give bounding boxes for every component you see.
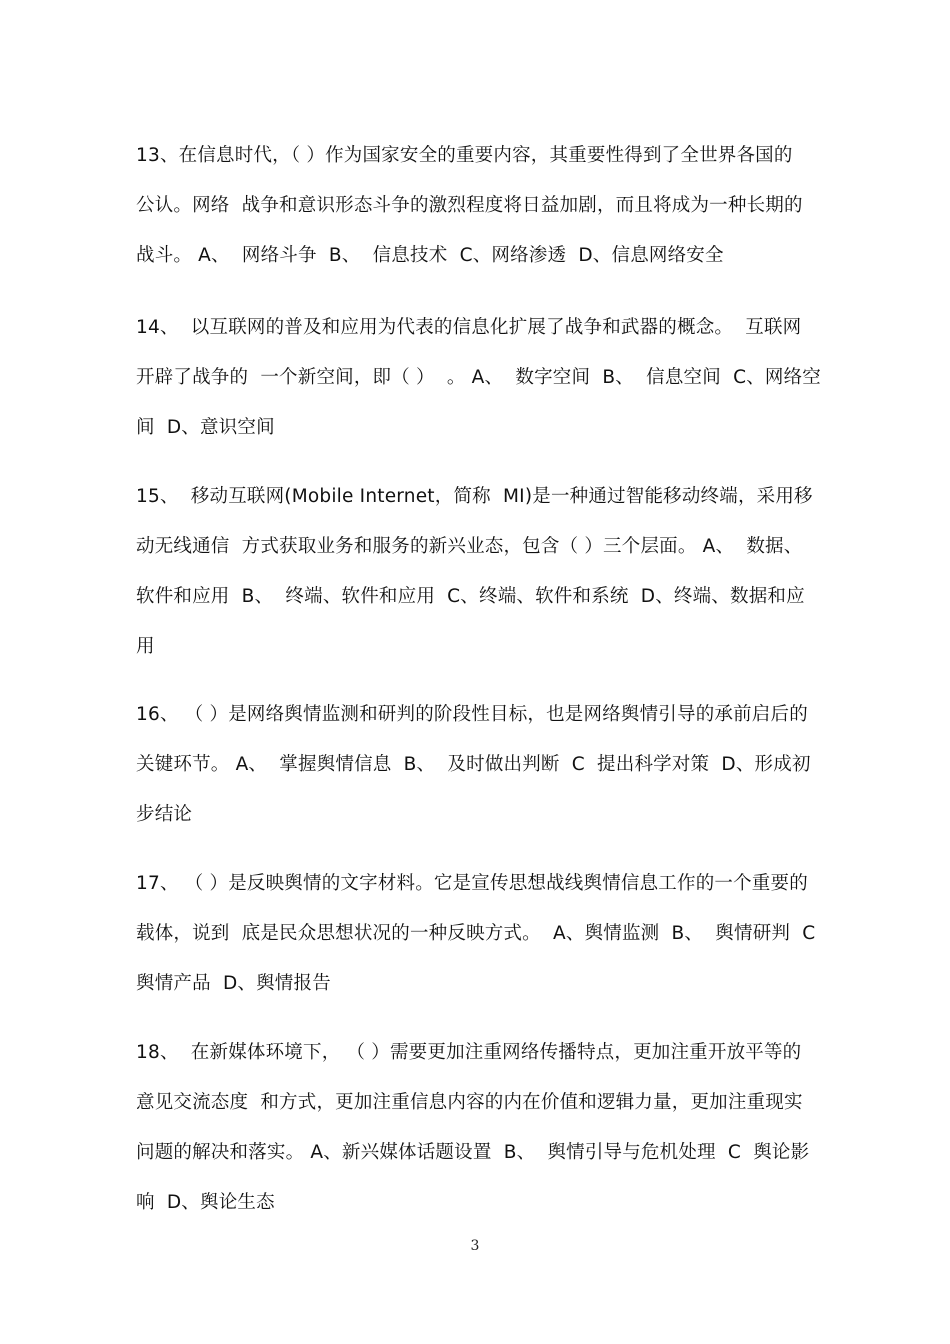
- question-line: 16、 （ ）是网络舆情监测和研判的阶段性目标，也是网络舆情引导的承前启后的: [136, 704, 808, 725]
- question-line: 15、 移动互联网(Mobile Internet，简称 MI)是一种通过智能移动终端，采用移: [136, 486, 813, 507]
- question-line: 舆情产品 D、舆情报告: [136, 973, 331, 994]
- question-line: 开辟了战争的 一个新空间，即（ ） 。 A、 数字空间 B、 信息空间 C、网络空: [136, 367, 821, 388]
- question-13: [136, 143, 826, 293]
- question-17: [136, 871, 826, 1021]
- question-line: 用: [136, 636, 155, 657]
- question-line: 公认。网络 战争和意识形态斗争的激烈程度将日益加剧，而且将成为一种长期的: [136, 195, 803, 216]
- question-line: 软件和应用 B、 终端、软件和应用 C、终端、软件和系统 D、终端、数据和应: [136, 586, 805, 607]
- question-line: 17、 （ ）是反映舆情的文字材料。它是宣传思想战线舆情信息工作的一个重要的: [136, 873, 808, 894]
- question-line: 载体，说到 底是民众思想状况的一种反映方式。 A、舆情监测 B、 舆情研判 C: [136, 923, 816, 944]
- question-line: 14、 以互联网的普及和应用为代表的信息化扩展了战争和武器的概念。 互联网: [136, 317, 802, 338]
- question-line: 动无线通信 方式获取业务和服务的新兴业态，包含（ ）三个层面。 A、 数据、: [136, 536, 803, 557]
- question-14: [136, 315, 826, 465]
- question-line: 响 D、舆论生态: [136, 1192, 275, 1213]
- question-18: [136, 1040, 826, 1240]
- question-line: 间 D、意识空间: [136, 417, 275, 438]
- question-line: 意见交流态度 和方式，更加注重信息内容的内在价值和逻辑力量，更加注重现实: [136, 1092, 803, 1113]
- question-line: 战斗。 A、 网络斗争 B、 信息技术 C、网络渗透 D、信息网络安全: [136, 245, 724, 266]
- question-line: 问题的解决和落实。 A、新兴媒体话题设置 B、 舆情引导与危机处理 C 舆论影: [136, 1142, 810, 1163]
- question-line: 步结论: [136, 804, 193, 825]
- question-line: 18、 在新媒体环境下， （ ）需要更加注重网络传播特点，更加注重开放平等的: [136, 1042, 802, 1063]
- question-line: 13、在信息时代，（ ）作为国家安全的重要内容，其重要性得到了全世界各国的: [136, 145, 793, 166]
- page-number: 3: [470, 1238, 480, 1254]
- question-15: [136, 484, 826, 684]
- question-16: [136, 702, 826, 852]
- question-line: 关键环节。 A、 掌握舆情信息 B、 及时做出判断 C 提出科学对策 D、形成初: [136, 754, 811, 775]
